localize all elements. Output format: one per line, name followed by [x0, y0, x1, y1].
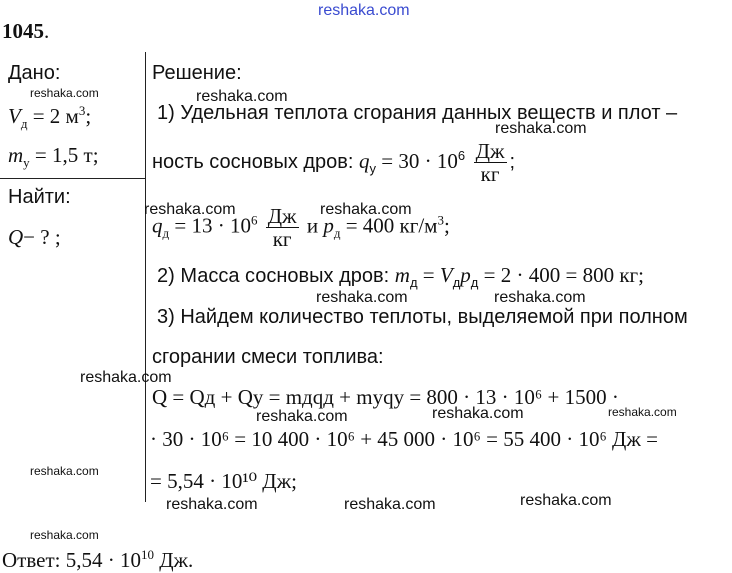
problem-number [2, 18, 49, 44]
watermark-15: reshaka.com [30, 528, 99, 542]
solution-line-6: сгорании смеси топлива: [152, 346, 384, 368]
watermark-5: reshaka.com [316, 289, 408, 306]
solution-line-7: Q = Qд + Qу = mдqд + mуqу = 800 · 13 · 10⁶ + 1500 · [152, 385, 619, 409]
watermark-12: reshaka.com [166, 496, 258, 513]
watermark-8: reshaka.com [256, 408, 348, 425]
problem-number-value: 1045 [2, 19, 44, 43]
watermark-2: reshaka.com [495, 120, 587, 137]
given-mass: $m_у = 1,5$ т; [8, 143, 99, 171]
watermark-7: reshaka.com [80, 369, 172, 386]
answer-label: Ответ: [2, 548, 61, 572]
solution-title: Решение: [152, 62, 242, 84]
watermark-11: reshaka.com [30, 464, 99, 478]
watermark-4: reshaka.com [320, 201, 412, 218]
watermark-top: reshaka.com [318, 2, 410, 19]
answer-value: $5,54 \cdot 10^{10}$ Дж. [65, 547, 194, 572]
given-title: Дано: [8, 62, 61, 84]
solution-line-4: 2) Масса сосновых дров: $m_д = V_дp_д = 2 \cdot 400 = 800$ кг; [157, 263, 644, 290]
watermark-given: reshaka.com [30, 86, 99, 100]
watermark-13: reshaka.com [344, 496, 436, 513]
watermark-1: reshaka.com [196, 88, 288, 105]
watermark-14: reshaka.com [520, 492, 612, 509]
unit-fraction: $\frac{Дж}{кг}$ [475, 139, 505, 186]
watermark-6: reshaka.com [494, 289, 586, 306]
watermark-9: reshaka.com [432, 405, 524, 422]
answer [2, 542, 193, 573]
solution-line-8: · 30 · 10⁶ = 10 400 · 10⁶ + 45 000 · 10⁶ = 55 400 · 10⁶ Дж = [150, 427, 658, 451]
solution-line-2: ность сосновых дров: $q_у = 30 \cdot 10^6$ $\frac{Дж}{кг}$ ; [152, 139, 516, 186]
given-volume: $V_д = 2$ $м^3$; [8, 103, 92, 132]
unit-fraction-2: $\frac{Дж}{кг}$ [267, 204, 297, 251]
watermark-10: reshaka.com [608, 405, 677, 419]
find-title: Найти: [8, 186, 71, 208]
problem-number-dot: . [44, 19, 50, 43]
given-divider-horizontal [0, 178, 145, 179]
given-divider-vertical [145, 52, 146, 502]
solution-line-9: = 5,54 · 10¹⁰ Дж; [150, 469, 297, 493]
solution-line-3: $q_д = 13 \cdot 10^6$ $\frac{Дж}{кг}$ и $p_д = 400$ $кг/м^3$; [152, 204, 450, 251]
solution-line-1: 1) Удельная теплота сгорания данных веществ и плот – [157, 102, 678, 124]
solution-line-5: 3) Найдем количество теплоты, выделяемой при полном [157, 306, 688, 328]
find-quantity: Q− ? ; [8, 225, 61, 249]
watermark-3: reshaka.com [144, 201, 236, 218]
